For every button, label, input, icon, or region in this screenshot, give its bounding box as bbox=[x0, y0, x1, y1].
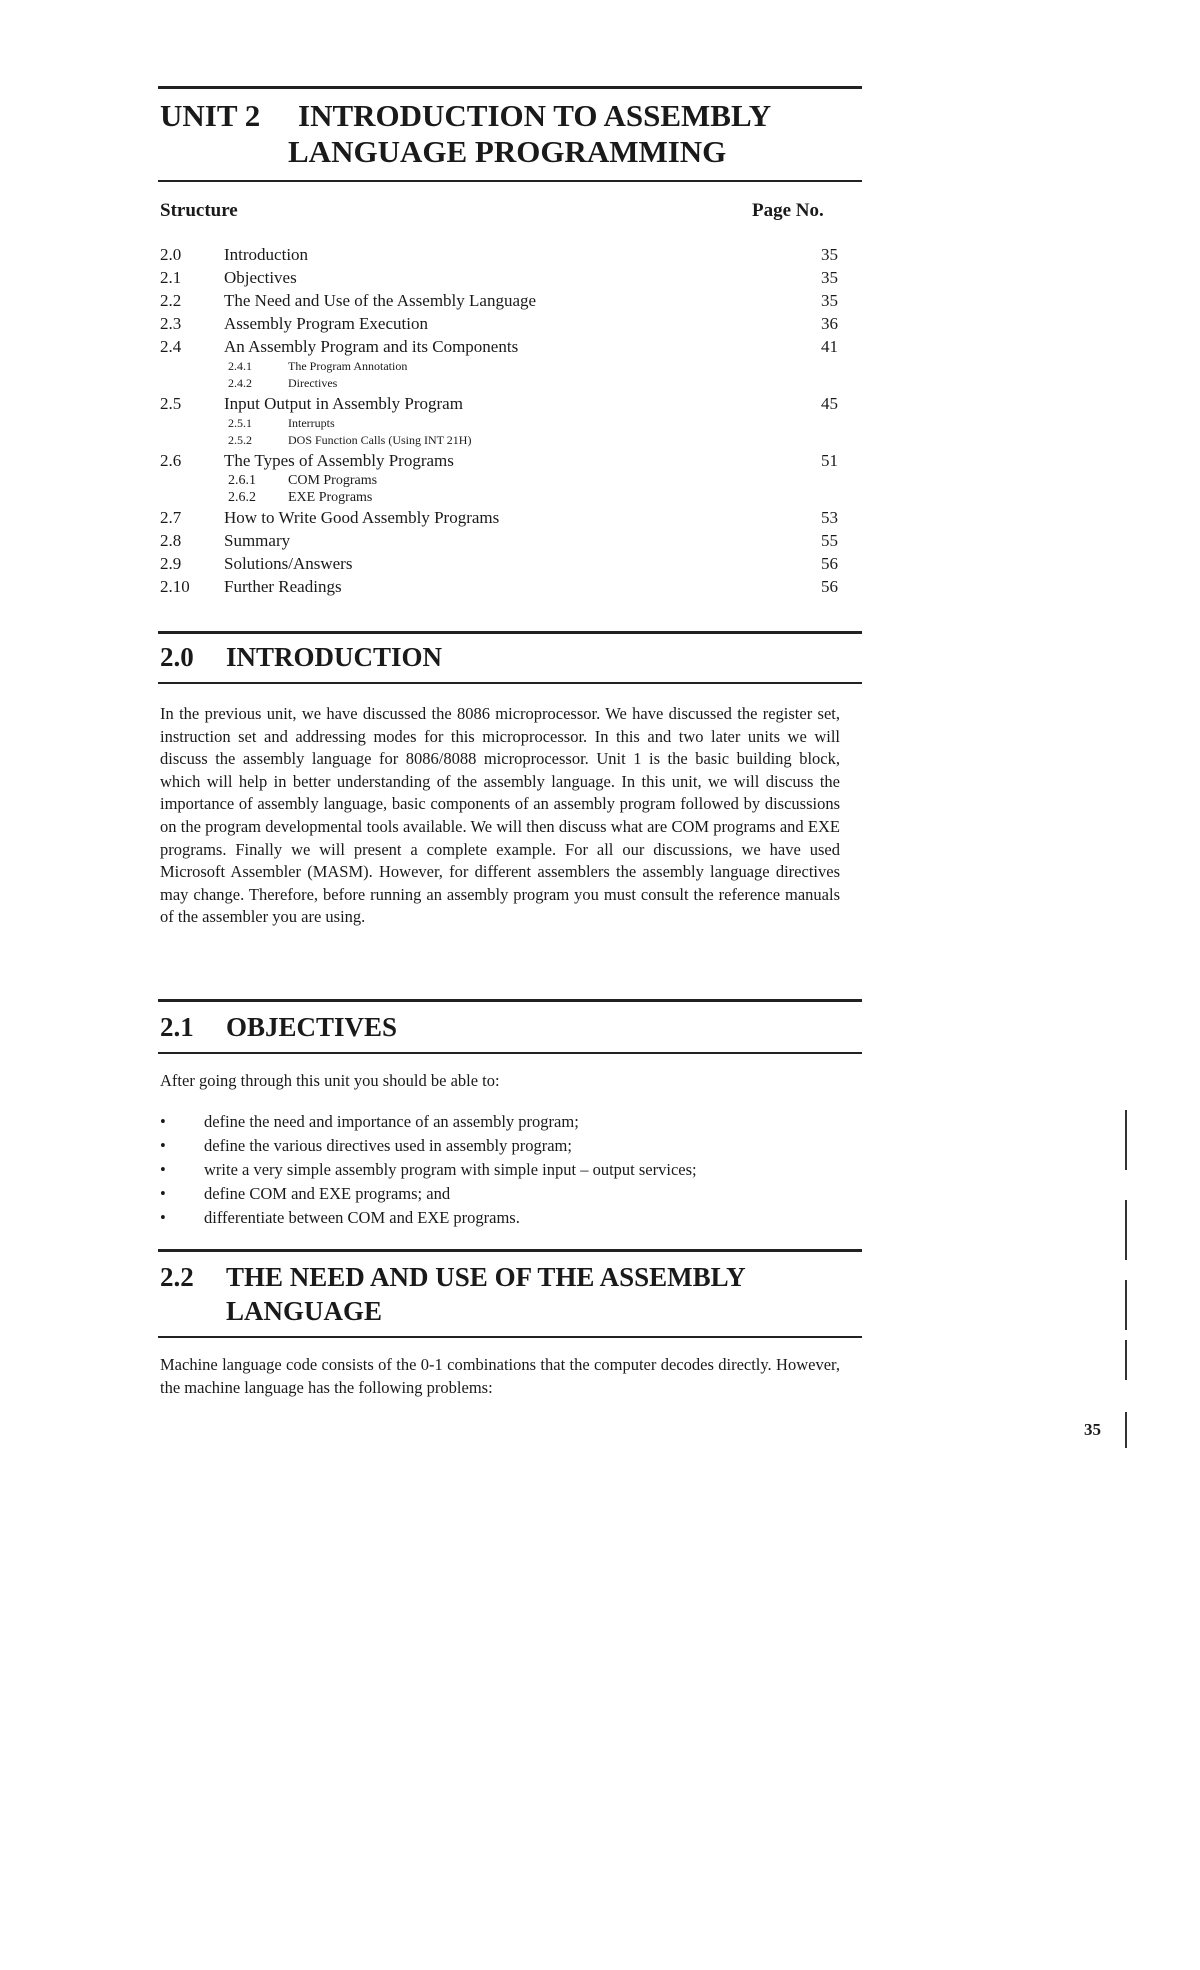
unit-title-line-1: INTRODUCTION TO ASSEMBLY bbox=[298, 98, 772, 133]
section-title-line-1: THE NEED AND USE OF THE ASSEMBLY bbox=[226, 1262, 746, 1292]
toc-sub-title: Directives bbox=[288, 376, 338, 390]
title-rule bbox=[158, 180, 862, 182]
section-number: 2.2 bbox=[160, 1262, 194, 1292]
bullet: • bbox=[160, 1112, 166, 1131]
bullet: • bbox=[160, 1160, 166, 1179]
toc-subentry bbox=[160, 489, 840, 506]
list-item bbox=[160, 1158, 840, 1182]
toc-title: Summary bbox=[224, 531, 291, 550]
toc-subentry bbox=[160, 375, 840, 392]
unit-number: UNIT 2 bbox=[160, 98, 261, 133]
toc-entry bbox=[160, 575, 840, 598]
toc-page: 56 bbox=[821, 577, 838, 596]
section-title: OBJECTIVES bbox=[226, 1012, 398, 1042]
toc-number: 2.1 bbox=[160, 268, 182, 287]
list-item bbox=[160, 1206, 840, 1230]
bullet: • bbox=[160, 1136, 166, 1155]
toc-subentry bbox=[160, 472, 840, 489]
toc-page: 53 bbox=[821, 508, 838, 527]
toc-number: 2.0 bbox=[160, 245, 182, 264]
toc-sub-title: DOS Function Calls (Using INT 21H) bbox=[288, 433, 472, 447]
toc-entry bbox=[160, 243, 840, 266]
toc-page: 45 bbox=[821, 394, 838, 413]
toc-number: 2.4 bbox=[160, 337, 182, 356]
toc-sub-number: 2.5.2 bbox=[228, 433, 252, 447]
introduction-paragraph: In the previous unit, we have discussed the 8086 microprocessor. We have discussed the register set, instruction set and addressing modes for this microprocessor. In this and two later units we will discuss the assembly language for 8086/8088 microprocessor. Unit 1 is the basic building block, which will help in better understanding of the assembly language. In this unit, we will discuss the importance of assembly language, basic components of an assembly program followed by discussions on the program developmental tools available. We will then discuss what are COM programs and EXE programs. Finally we will present a complete example. For all our discussions, we have used Microsoft Assembler (MASM). However, for different assemblers the assembly language directives may change. Therefore, before running an assembly program you must consult the reference manuals of the assembler you are using. bbox=[160, 704, 840, 927]
objectives-list bbox=[160, 1110, 840, 1230]
bullet: • bbox=[160, 1184, 166, 1203]
toc-number: 2.10 bbox=[160, 577, 190, 596]
list-item bbox=[160, 1110, 840, 1134]
toc-title: Objectives bbox=[224, 268, 297, 287]
section-rule bbox=[158, 999, 862, 1002]
toc-sub-number: 2.6.2 bbox=[228, 490, 256, 505]
list-item-text: define the various directives used in assembly program; bbox=[204, 1136, 572, 1155]
toc-entry bbox=[160, 335, 840, 358]
toc-sub-number: 2.6.1 bbox=[228, 473, 256, 488]
need-and-use-paragraph: Machine language code consists of the 0-1 combinations that the computer decodes directly. However, the machine language has the following problems: bbox=[160, 1355, 840, 1397]
list-item-text: define the need and importance of an assembly program; bbox=[204, 1112, 579, 1131]
toc-page: 35 bbox=[821, 291, 838, 310]
toc-page: 41 bbox=[821, 337, 838, 356]
margin-mark bbox=[1125, 1200, 1127, 1260]
margin-mark bbox=[1125, 1340, 1127, 1380]
toc-title: An Assembly Program and its Components bbox=[224, 337, 519, 356]
toc-title: Solutions/Answers bbox=[224, 554, 353, 573]
toc-entry bbox=[160, 506, 840, 529]
section-number: 2.1 bbox=[160, 1012, 194, 1042]
toc-title: The Types of Assembly Programs bbox=[224, 451, 454, 470]
toc-sub-number: 2.4.1 bbox=[228, 359, 252, 373]
list-item bbox=[160, 1182, 840, 1206]
list-item-text: define COM and EXE programs; and bbox=[204, 1184, 451, 1203]
toc-sub-title: Interrupts bbox=[288, 416, 335, 430]
toc-sub-title: COM Programs bbox=[288, 473, 378, 488]
list-item-text: write a very simple assembly program with simple input – output services; bbox=[204, 1160, 697, 1179]
section-number: 2.0 bbox=[160, 642, 194, 672]
toc-title: Further Readings bbox=[224, 577, 342, 596]
section-rule bbox=[158, 1249, 862, 1252]
toc-number: 2.7 bbox=[160, 508, 182, 527]
table-of-contents bbox=[160, 243, 840, 598]
toc-page: 35 bbox=[821, 268, 838, 287]
section-title: INTRODUCTION bbox=[226, 642, 443, 672]
section-title-line-2: LANGUAGE bbox=[226, 1296, 383, 1326]
toc-entry bbox=[160, 392, 840, 415]
toc-page: 35 bbox=[821, 245, 838, 264]
toc-sub-title: The Program Annotation bbox=[288, 359, 408, 373]
toc-title: Introduction bbox=[224, 245, 309, 264]
toc-entry bbox=[160, 552, 840, 575]
page-no-heading: Page No. bbox=[752, 200, 824, 221]
unit-title-line-2: LANGUAGE PROGRAMMING bbox=[288, 134, 727, 169]
toc-number: 2.6 bbox=[160, 451, 182, 470]
toc-entry bbox=[160, 449, 840, 472]
section-rule bbox=[158, 1336, 862, 1338]
toc-sub-number: 2.4.2 bbox=[228, 376, 252, 390]
section-rule bbox=[158, 682, 862, 684]
toc-page: 56 bbox=[821, 554, 838, 573]
top-rule bbox=[158, 86, 862, 89]
toc-number: 2.2 bbox=[160, 291, 182, 310]
toc-title: Input Output in Assembly Program bbox=[224, 394, 463, 413]
bullet: • bbox=[160, 1208, 166, 1227]
list-item-text: differentiate between COM and EXE programs. bbox=[204, 1208, 520, 1227]
toc-title: How to Write Good Assembly Programs bbox=[224, 508, 500, 527]
section-rule bbox=[158, 1052, 862, 1054]
toc-title: The Need and Use of the Assembly Language bbox=[224, 291, 537, 310]
toc-entry bbox=[160, 529, 840, 552]
toc-number: 2.9 bbox=[160, 554, 182, 573]
section-rule bbox=[158, 631, 862, 634]
toc-page: 36 bbox=[821, 314, 838, 333]
page-number: 35 bbox=[1084, 1420, 1101, 1439]
toc-subentry bbox=[160, 415, 840, 432]
margin-mark bbox=[1125, 1280, 1127, 1330]
toc-sub-title: EXE Programs bbox=[288, 490, 373, 505]
toc-entry bbox=[160, 289, 840, 312]
objectives-lead: After going through this unit you should be able to: bbox=[160, 1071, 500, 1090]
toc-title: Assembly Program Execution bbox=[224, 314, 428, 333]
toc-sub-number: 2.5.1 bbox=[228, 416, 252, 430]
list-item bbox=[160, 1134, 840, 1158]
toc-number: 2.8 bbox=[160, 531, 182, 550]
toc-entry bbox=[160, 266, 840, 289]
toc-page: 51 bbox=[821, 451, 838, 470]
margin-mark bbox=[1125, 1110, 1127, 1170]
margin-mark bbox=[1125, 1412, 1127, 1448]
structure-heading: Structure bbox=[160, 200, 238, 221]
toc-subentry bbox=[160, 358, 840, 375]
toc-page: 55 bbox=[821, 531, 838, 550]
toc-number: 2.3 bbox=[160, 314, 182, 333]
toc-entry bbox=[160, 312, 840, 335]
toc-number: 2.5 bbox=[160, 394, 182, 413]
toc-subentry bbox=[160, 432, 840, 449]
